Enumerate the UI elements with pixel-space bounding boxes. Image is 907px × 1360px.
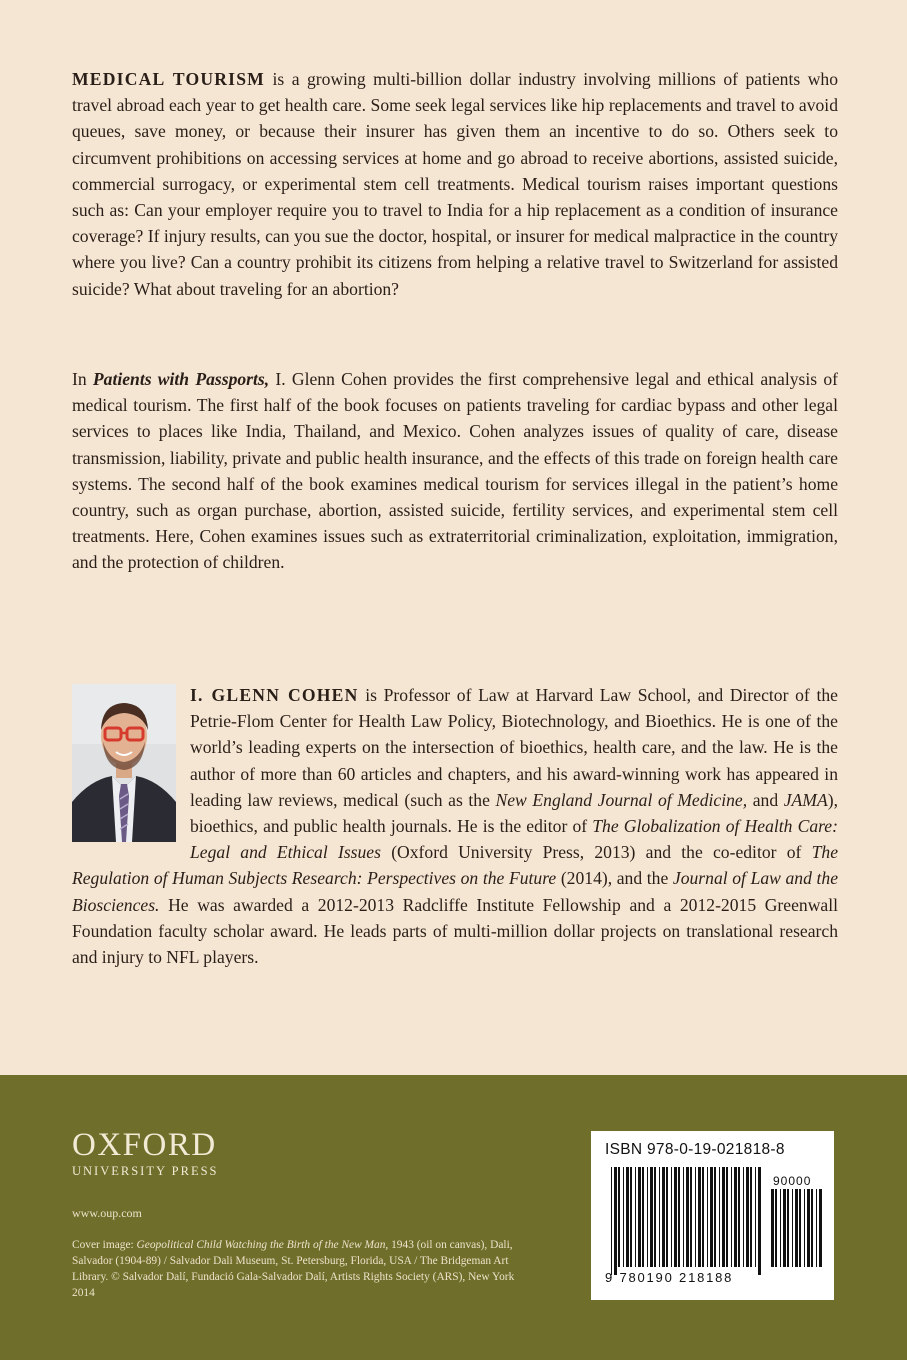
- barcode-bar: [630, 1167, 632, 1267]
- book-title: Patients with Passports,: [92, 369, 270, 389]
- bio-italic-5: Journal of Law and the Biosciences.: [72, 868, 839, 915]
- credits-artwork: Geopolitical Child Watching the Birth of the New Man,: [136, 1239, 389, 1251]
- bio-italic-4: The Regulation of Human Subjects Research: Perspectives on the Future: [72, 842, 838, 889]
- barcode-bar: [695, 1167, 696, 1267]
- barcode-bar: [618, 1167, 620, 1267]
- barcode-bar: [755, 1167, 756, 1267]
- publisher-subname: UNIVERSITY PRESS: [72, 1164, 219, 1178]
- cover-credits: [72, 1237, 532, 1301]
- barcode-bar: [626, 1167, 629, 1267]
- barcode-bar: [666, 1167, 668, 1267]
- barcode-bar: [750, 1167, 752, 1267]
- bio-text-4: (Oxford University Press, 2013) and the co-editor of: [380, 842, 812, 863]
- isbn-barcode: [591, 1131, 834, 1300]
- barcode-bar: [734, 1167, 737, 1267]
- barcode-bar: [638, 1167, 641, 1267]
- barcode-bar: [654, 1167, 656, 1267]
- barcode-bar: [746, 1167, 749, 1267]
- barcode-bar: [722, 1167, 725, 1267]
- barcode-bar: [783, 1189, 786, 1267]
- barcode-bar: [726, 1167, 728, 1267]
- author-photo: [72, 684, 176, 842]
- barcode-bar: [662, 1167, 665, 1267]
- barcode-bar: [635, 1167, 636, 1267]
- price-code: 90000: [773, 1174, 812, 1188]
- bio-italic-3: The Globalization of Health Care: Legal and Ethical Issues: [190, 816, 838, 863]
- publisher-logo: OXFORD: [72, 1127, 217, 1163]
- barcode-bar: [816, 1189, 817, 1267]
- summary-body: I. Glenn Cohen provides the first comprehensive legal and ethical analysis of medical tourism. The first half of the book focuses on patients traveling for cardiac bypass and other legal services to places like India, Thailand, and Mexico. Cohen analyzes issues of quality of care, disease transmission, liability, private and public health insurance, and the effects of this trade on foreign health care systems. The second half of the book examines medical tourism for services illegal in the patient’s home country, such as organ purchase, abortion, assisted suicide, fertility services, and experimental stem cell treatments. Here, Cohen examines issues such as extraterritorial criminalization, exploitation, immigration, and the protection of children.: [72, 369, 838, 573]
- barcode-bar: [611, 1167, 612, 1275]
- barcode-bar: [683, 1167, 684, 1267]
- bio-italic-1: New England Journal of Medicine,: [495, 789, 748, 810]
- barcode-bar: [743, 1167, 744, 1267]
- credits-rest: 1943 (oil on canvas), Dali, Salvador (1904-89) / Salvador Dali Museum, St. Petersburg, Florida, USA / The Bridgeman Art Library. © Salvador Dalí, Fundació Gala-Salvador Dalí, Artists Rights Society (ARS), New York 2014: [72, 1239, 515, 1299]
- barcode-bar: [771, 1189, 774, 1267]
- barcode-bar: [758, 1167, 761, 1275]
- barcode-bar: [738, 1167, 740, 1267]
- summary-paragraph: [72, 366, 838, 576]
- barcode-bar: [674, 1167, 677, 1267]
- author-bio-text: [72, 682, 838, 970]
- barcode-bar: [614, 1167, 617, 1275]
- bio-italic-2: JAMA: [783, 789, 828, 810]
- barcode-bar: [799, 1189, 801, 1267]
- ean-digits: 9 780190 218188: [605, 1270, 734, 1285]
- barcode-bar: [819, 1189, 822, 1267]
- bio-text-3: ), bioethics, and public health journals. He is the editor of: [190, 789, 838, 837]
- barcode-bar: [811, 1189, 813, 1267]
- barcode-bar: [804, 1189, 805, 1267]
- barcode-bar: [702, 1167, 704, 1267]
- intro-body: is a growing multi-billion dollar industry involving millions of patients who travel abroad each year to get health care. Some seek legal services like hip replacements and travel to avoid queues, save money, or because their insurer has given them an incentive to do so. Others seek to circumvent prohibitions on accessing services at home and go abroad to receive abortions, assisted suicide, commercial surrogacy, or experimental stem cell treatments. Medical tourism raises important questions such as: Can your employer require you to travel to India for a hip replacement as a condition of insurance coverage? If injury results, can you sue the doctor, hospital, or insurer for medical malpractice in the country where you live? Can a country prohibit its citizens from helping a relative travel to Switzerland for assisted suicide? What about traveling for an abortion?: [72, 69, 838, 299]
- publisher-url: www.oup.com: [72, 1206, 142, 1220]
- barcode-bar: [690, 1167, 692, 1267]
- credits-label: Cover image:: [72, 1239, 137, 1251]
- author-name: I. GLENN COHEN: [190, 685, 359, 705]
- bio-text-2: and: [747, 789, 784, 810]
- barcode-bar: [623, 1167, 624, 1267]
- barcode-bar: [707, 1167, 708, 1267]
- barcode-bar: [686, 1167, 689, 1267]
- barcode-bar: [710, 1167, 713, 1267]
- barcode-bar: [659, 1167, 660, 1267]
- barcode-bar: [807, 1189, 810, 1267]
- barcode-bar: [642, 1167, 644, 1267]
- barcode-bar: [698, 1167, 701, 1267]
- bio-text-6: He was awarded a 2012-2013 Radcliffe Institute Fellowship and a 2012-2015 Greenwall Foundation faculty scholar award. He leads parts of multi-million dollar projects on translational research and injury to NFL players.: [72, 894, 838, 968]
- barcode-bar: [671, 1167, 672, 1267]
- bio-text-5: (2014), and the: [556, 868, 673, 889]
- barcode-bar: [780, 1189, 781, 1267]
- barcode-bar: [650, 1167, 653, 1267]
- barcode-bar: [731, 1167, 732, 1267]
- bio-text-1: is Professor of Law at Harvard Law School, and Director of the Petrie-Flom Center for Health Law Policy, Biotechnology, and Bioethics. He is one of the world’s leading experts on the intersection of bioethics, health care, and the law. He is the author of more than 60 articles and chapters, and his award-winning work has appeared in leading law reviews, medical (such as the: [190, 685, 838, 810]
- barcode-bar: [795, 1189, 798, 1267]
- barcode-bar: [719, 1167, 720, 1267]
- author-bio: [72, 682, 838, 970]
- barcode-bar: [775, 1189, 777, 1267]
- intro-lead: MEDICAL TOURISM: [72, 69, 265, 89]
- isbn-number: ISBN 978-0-19-021818-8: [605, 1141, 785, 1158]
- barcode-bar: [714, 1167, 716, 1267]
- barcode-bar: [787, 1189, 789, 1267]
- intro-paragraph: [72, 66, 838, 302]
- barcode-bar: [647, 1167, 648, 1267]
- summary-prefix: In: [72, 369, 93, 389]
- barcode-bar: [792, 1189, 793, 1267]
- barcode-bar: [678, 1167, 680, 1267]
